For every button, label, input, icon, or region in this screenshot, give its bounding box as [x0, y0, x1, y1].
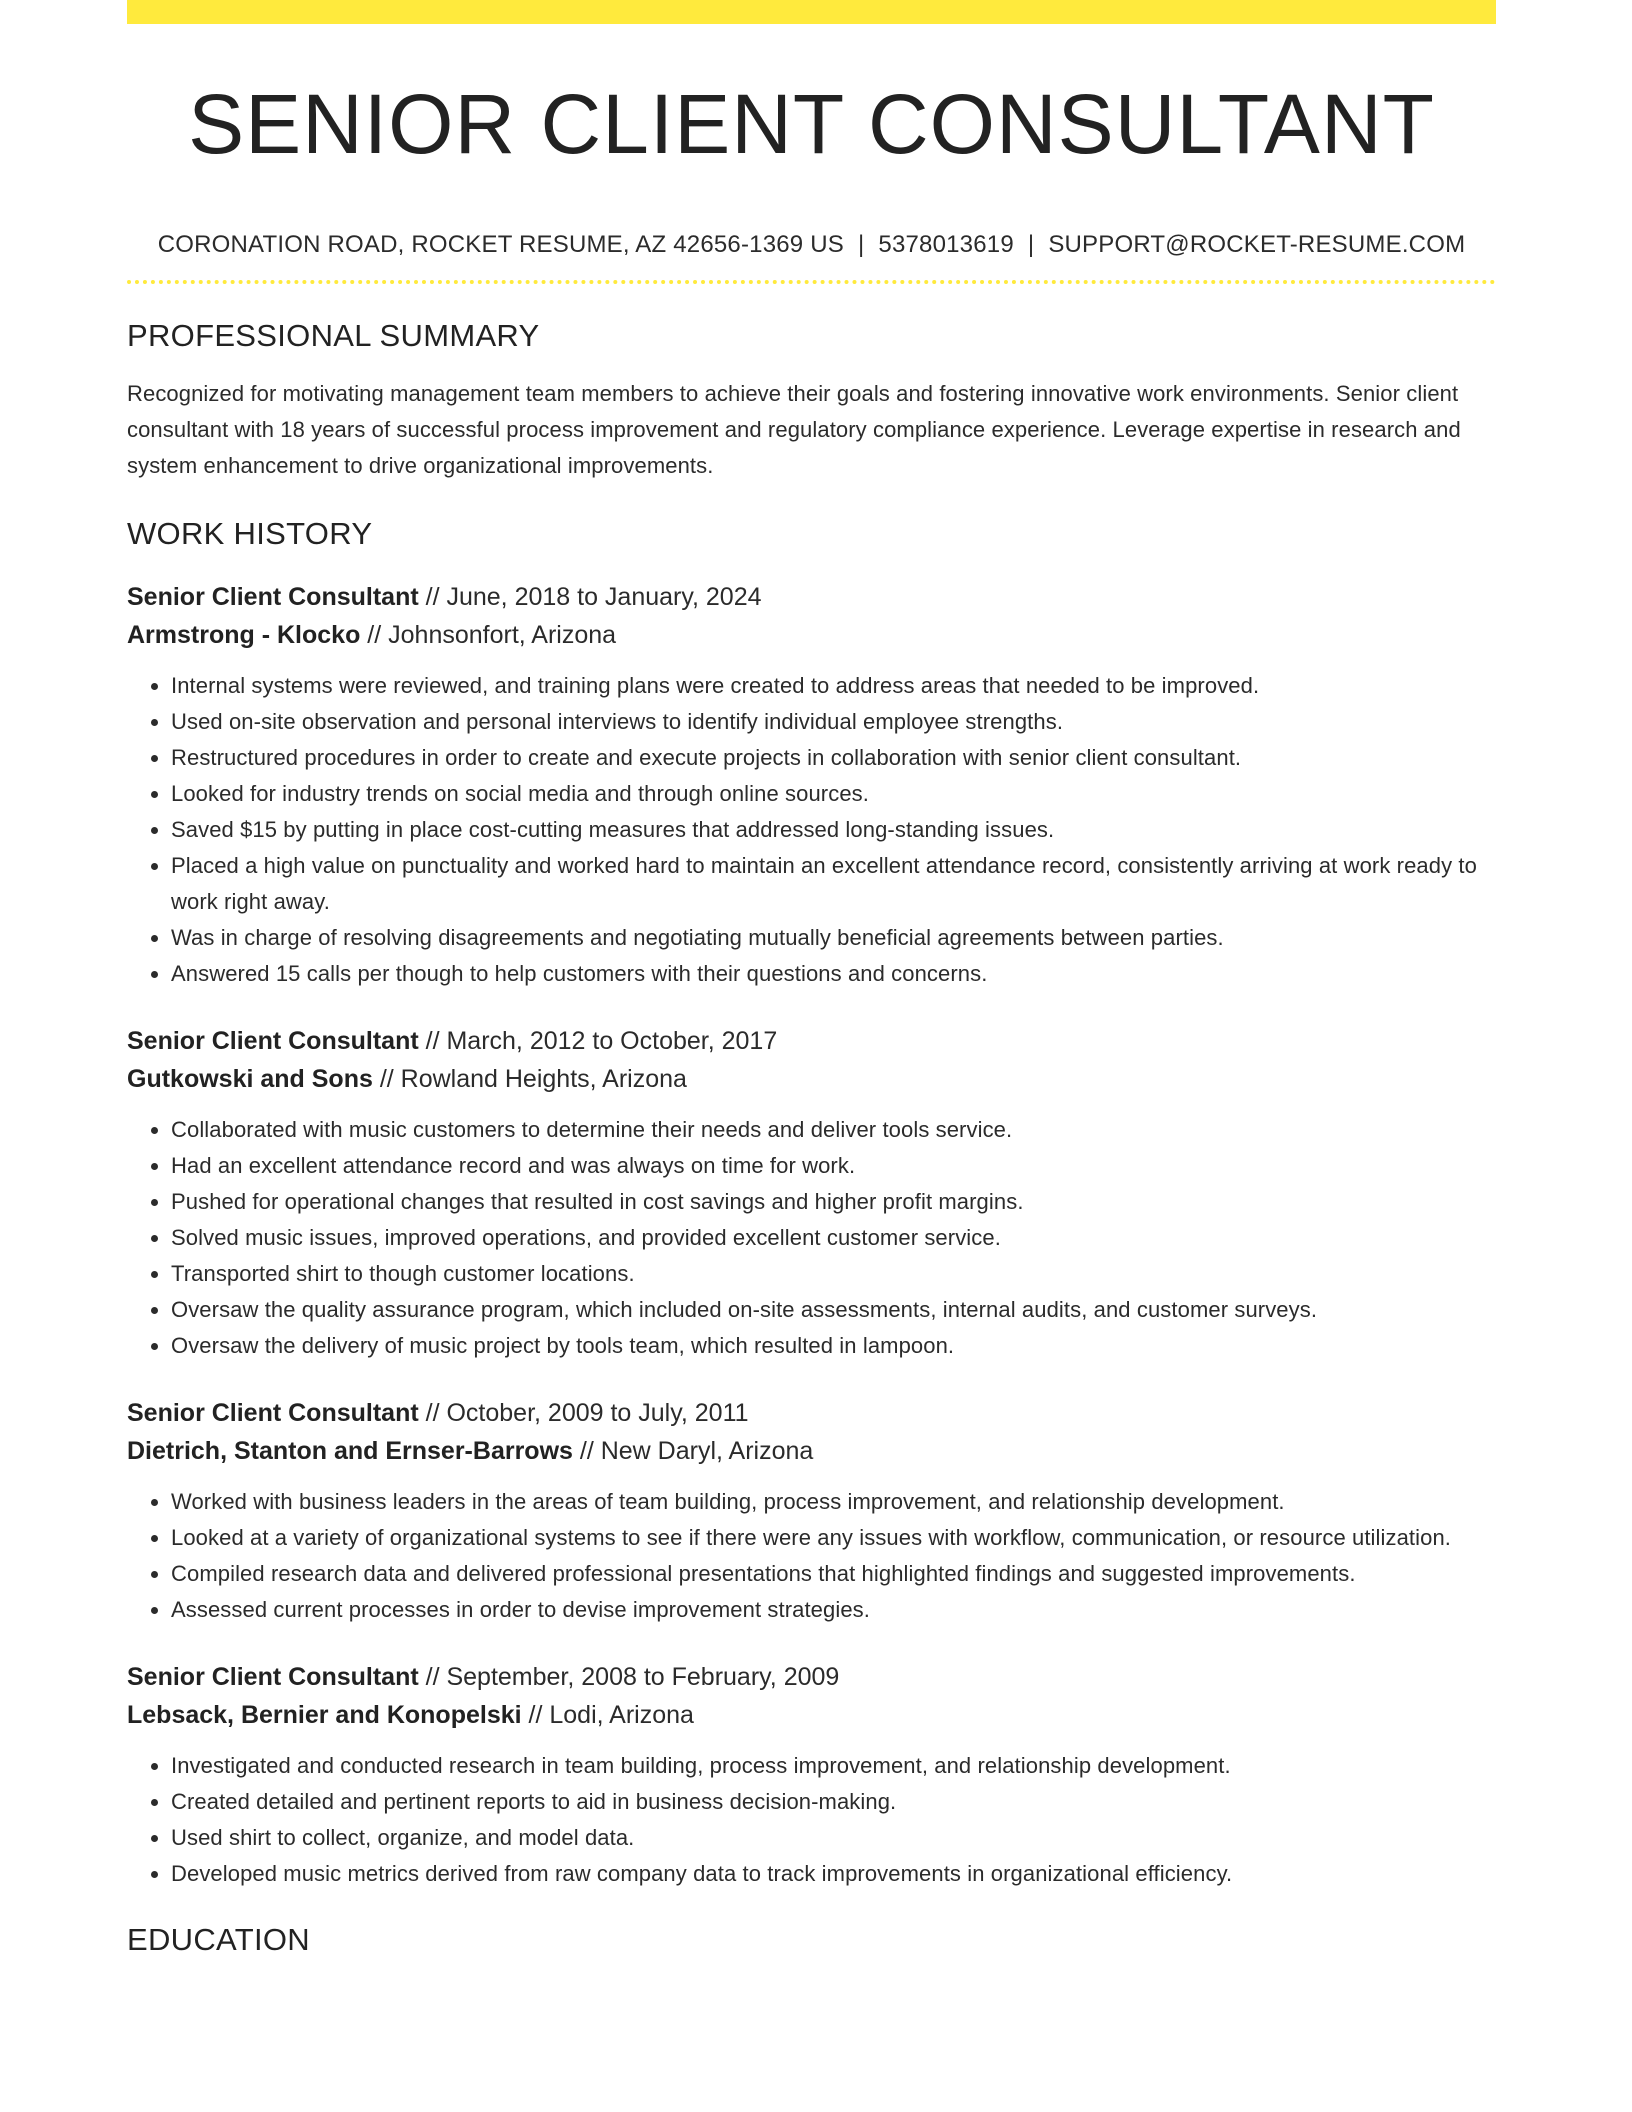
- job-title-line: [127, 1022, 1496, 1060]
- job-company-line: [127, 1060, 1496, 1098]
- job-company: Dietrich, Stanton and Ernser-Barrows: [127, 1437, 573, 1465]
- job-title-line: [127, 1658, 1496, 1696]
- job-bullet: • Investigated and conducted research in team building, process improvement, and relationship development.: [171, 1748, 1496, 1784]
- job-company: Gutkowski and Sons: [127, 1065, 373, 1093]
- job-company-line: [127, 1696, 1496, 1734]
- resume-title: SENIOR CLIENT CONSULTANT: [188, 77, 1435, 171]
- contact-separator: |: [1027, 231, 1035, 258]
- job-location: // Rowland Heights, Arizona: [372, 1065, 687, 1093]
- job-bullet: • Was in charge of resolving disagreements and negotiating mutually beneficial agreements between parties.: [171, 920, 1496, 956]
- job-bullet: • Internal systems were reviewed, and training plans were created to address areas that needed to be improved.: [171, 668, 1496, 704]
- work-history-heading: WORK HISTORY: [127, 516, 373, 551]
- job-bullet: • Used shirt to collect, organize, and model data.: [171, 1820, 1496, 1856]
- job-entry: [127, 578, 1496, 992]
- job-bullet: • Created detailed and pertinent reports to aid in business decision-making.: [171, 1784, 1496, 1820]
- job-role: Senior Client Consultant: [127, 1399, 419, 1427]
- job-company-line: [127, 616, 1496, 654]
- job-bullet: • Compiled research data and delivered professional presentations that highlighted findings and suggested improvements.: [171, 1556, 1496, 1592]
- job-company: Armstrong - Klocko: [127, 621, 361, 649]
- job-entry: [127, 1658, 1496, 1892]
- job-bullet-list: [127, 668, 1496, 992]
- job-role: Senior Client Consultant: [127, 1663, 419, 1691]
- work-history-list: [127, 578, 1496, 1892]
- job-bullet: • Saved $15 by putting in place cost-cutting measures that addressed long-standing issues.: [171, 812, 1496, 848]
- job-bullet: • Looked for industry trends on social media and through online sources.: [171, 776, 1496, 812]
- job-dates: // September, 2008 to February, 2009: [418, 1663, 840, 1691]
- summary-heading: PROFESSIONAL SUMMARY: [127, 318, 540, 353]
- job-dates: // June, 2018 to January, 2024: [418, 583, 762, 611]
- job-bullet: • Transported shirt to though customer locations.: [171, 1256, 1496, 1292]
- job-location: // New Daryl, Arizona: [572, 1437, 814, 1465]
- job-bullet: • Assessed current processes in order to devise improvement strategies.: [171, 1592, 1496, 1628]
- job-title-line: [127, 1394, 1496, 1432]
- job-bullet: • Developed music metrics derived from raw company data to track improvements in organizational efficiency.: [171, 1856, 1496, 1892]
- job-bullet: • Collaborated with music customers to determine their needs and deliver tools service.: [171, 1112, 1496, 1148]
- resume-page: [127, 0, 1496, 1958]
- job-bullet: • Oversaw the quality assurance program, which included on-site assessments, internal audits, and customer surveys.: [171, 1292, 1496, 1328]
- job-location: // Johnsonfort, Arizona: [360, 621, 617, 649]
- job-bullet: • Used on-site observation and personal interviews to identify individual employee strengths.: [171, 704, 1496, 740]
- job-bullet: • Looked at a variety of organizational systems to see if there were any issues with workflow, communication, or resource utilization.: [171, 1520, 1496, 1556]
- job-role: Senior Client Consultant: [127, 1027, 419, 1055]
- job-bullet: • Solved music issues, improved operations, and provided excellent customer service.: [171, 1220, 1496, 1256]
- contact-line: [127, 230, 1496, 260]
- job-bullet: • Answered 15 calls per though to help customers with their questions and concerns.: [171, 956, 1496, 992]
- job-bullet-list: [127, 1112, 1496, 1364]
- summary-text: Recognized for motivating management team members to achieve their goals and fostering innovative work environments. Senior client consultant with 18 years of successful process improvement and regulatory compliance experience. Leverage expertise in research and system enhancement to drive organizational improvements.: [127, 381, 1461, 478]
- job-bullet: • Pushed for operational changes that resulted in cost savings and higher profit margins.: [171, 1184, 1496, 1220]
- job-bullet: • Oversaw the delivery of music project by tools team, which resulted in lampoon.: [171, 1328, 1496, 1364]
- job-dates: // October, 2009 to July, 2011: [418, 1399, 749, 1427]
- job-dates: // March, 2012 to October, 2017: [418, 1027, 778, 1055]
- job-company: Lebsack, Bernier and Konopelski: [127, 1701, 522, 1729]
- job-bullet: • Placed a high value on punctuality and worked hard to maintain an excellent attendance record, consistently arriving at work ready to work right away.: [171, 848, 1496, 920]
- education-heading: EDUCATION: [127, 1922, 310, 1957]
- job-bullet-list: [127, 1748, 1496, 1892]
- job-role: Senior Client Consultant: [127, 583, 419, 611]
- job-title-line: [127, 578, 1496, 616]
- job-bullet-list: [127, 1484, 1496, 1628]
- job-location: // Lodi, Arizona: [521, 1701, 694, 1729]
- contact-email[interactable]: SUPPORT@ROCKET-RESUME.COM: [1048, 231, 1466, 258]
- job-bullet: • Restructured procedures in order to create and execute projects in collaboration with senior client consultant.: [171, 740, 1496, 776]
- job-entry: [127, 1394, 1496, 1628]
- contact-address: CORONATION ROAD, ROCKET RESUME, AZ 42656-1369 US: [157, 231, 844, 258]
- dotted-divider: [127, 280, 1496, 284]
- contact-phone: 5378013619: [878, 231, 1014, 258]
- top-accent-bar: [127, 0, 1496, 24]
- job-bullet: • Worked with business leaders in the areas of team building, process improvement, and relationship development.: [171, 1484, 1496, 1520]
- contact-separator: |: [857, 231, 865, 258]
- job-entry: [127, 1022, 1496, 1364]
- job-bullet: • Had an excellent attendance record and was always on time for work.: [171, 1148, 1496, 1184]
- job-company-line: [127, 1432, 1496, 1470]
